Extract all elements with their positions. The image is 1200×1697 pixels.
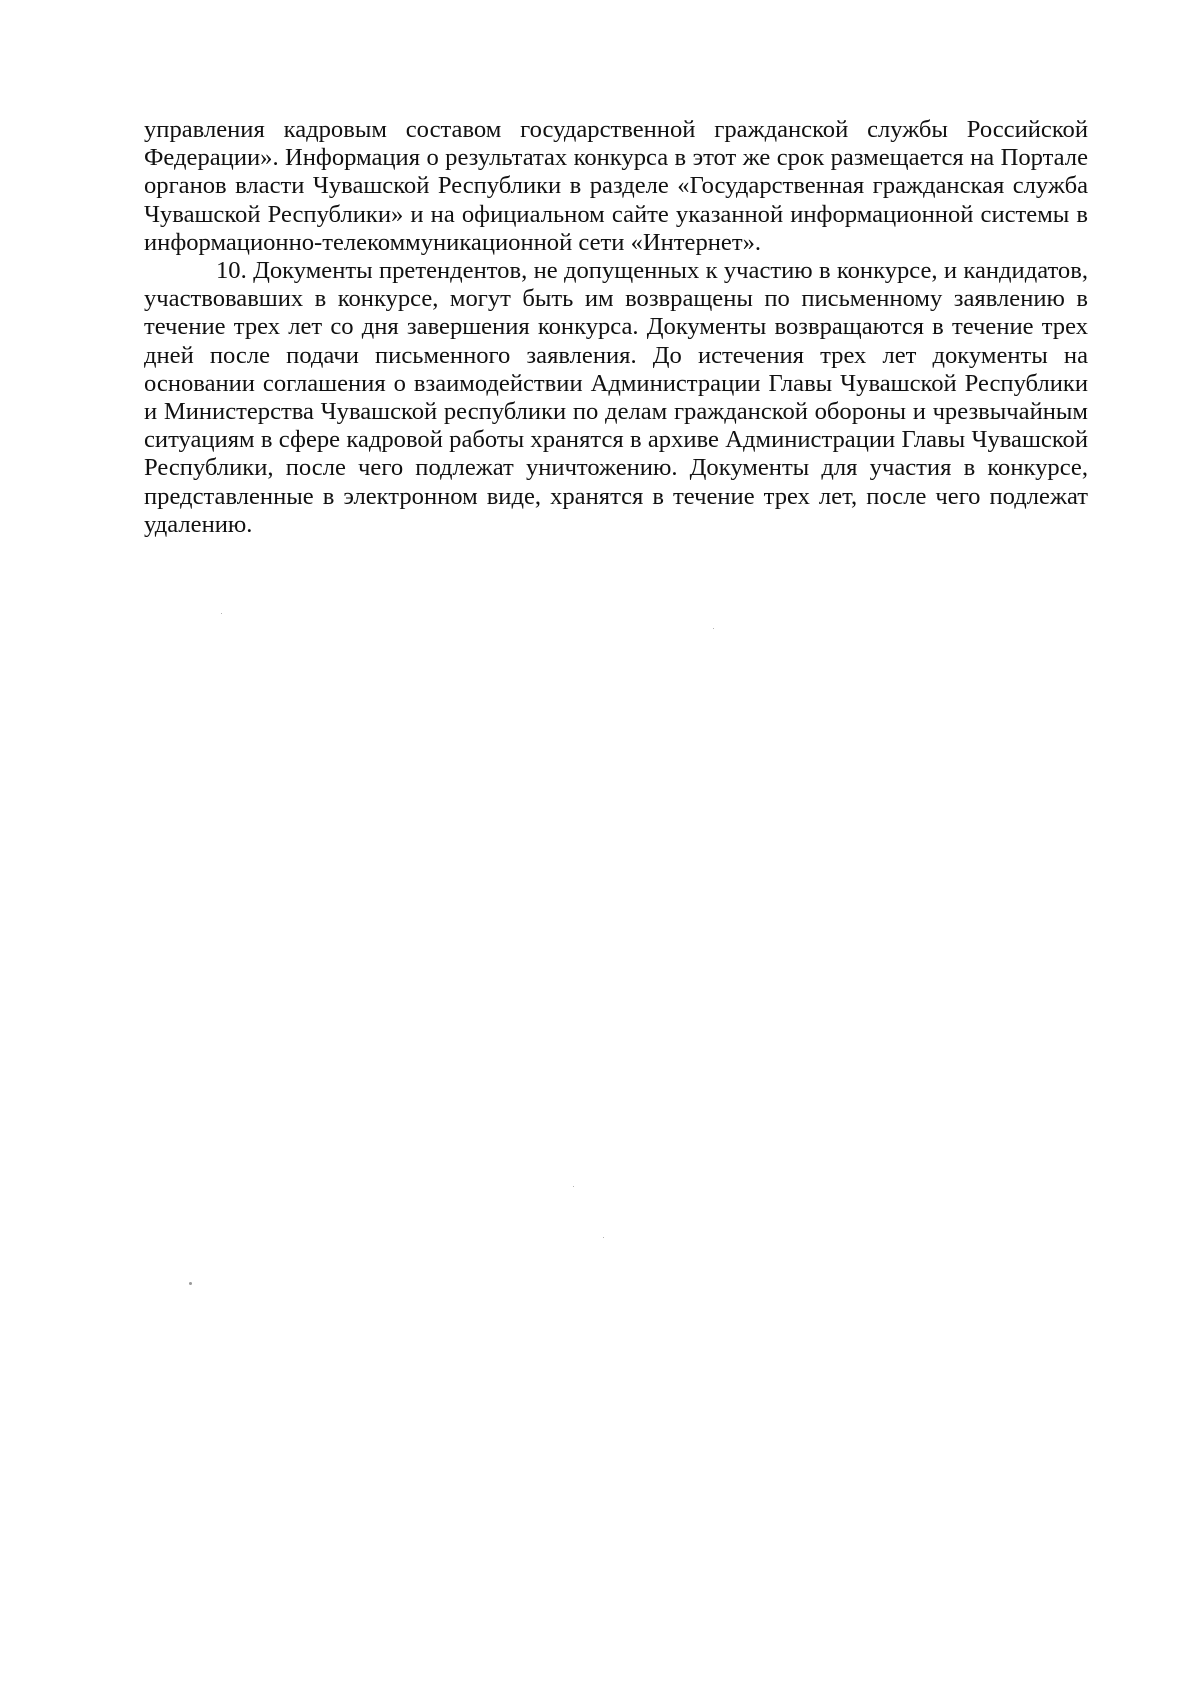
scan-speck xyxy=(573,1186,574,1187)
document-body xyxy=(144,116,1088,539)
scan-speck xyxy=(603,1237,604,1238)
paragraph-item-10: 10. Документы претендентов, не допущенных к участию в конкурсе, и кандидатов, участвовавших в конкурсе, могут быть им возвращены по письменному заявлению в течение трех лет со дня завершения конкурса. Документы возвращаются в течение трех дней после подачи письменного заявления. До истечения трех лет документы на основании соглашения о взаимодействии Администрации Главы Чувашской Республики и Министерства Чувашской республики по делам гражданской обороны и чрезвычайным ситуациям в сфере кадровой работы хранятся в архиве Администрации Главы Чувашской Республики, после чего подлежат уничтожению. Документы для участия в конкурсе, представленные в электронном виде, хранятся в течение трех лет, после чего подлежат удалению. xyxy=(144,257,1088,538)
scan-speck xyxy=(713,628,714,629)
paragraph-continuation: управления кадровым составом государственной гражданской службы Российской Федерации». Информация о результатах конкурса в этот же срок размещается на Портале органов власти Чувашской Республики в разделе «Государственная гражданская служба Чувашской Республики» и на официальном сайте указанной информационной системы в информационно-телекоммуникационной сети «Интернет». xyxy=(144,116,1088,256)
scan-speck xyxy=(189,1282,192,1285)
scan-speck xyxy=(221,613,222,614)
